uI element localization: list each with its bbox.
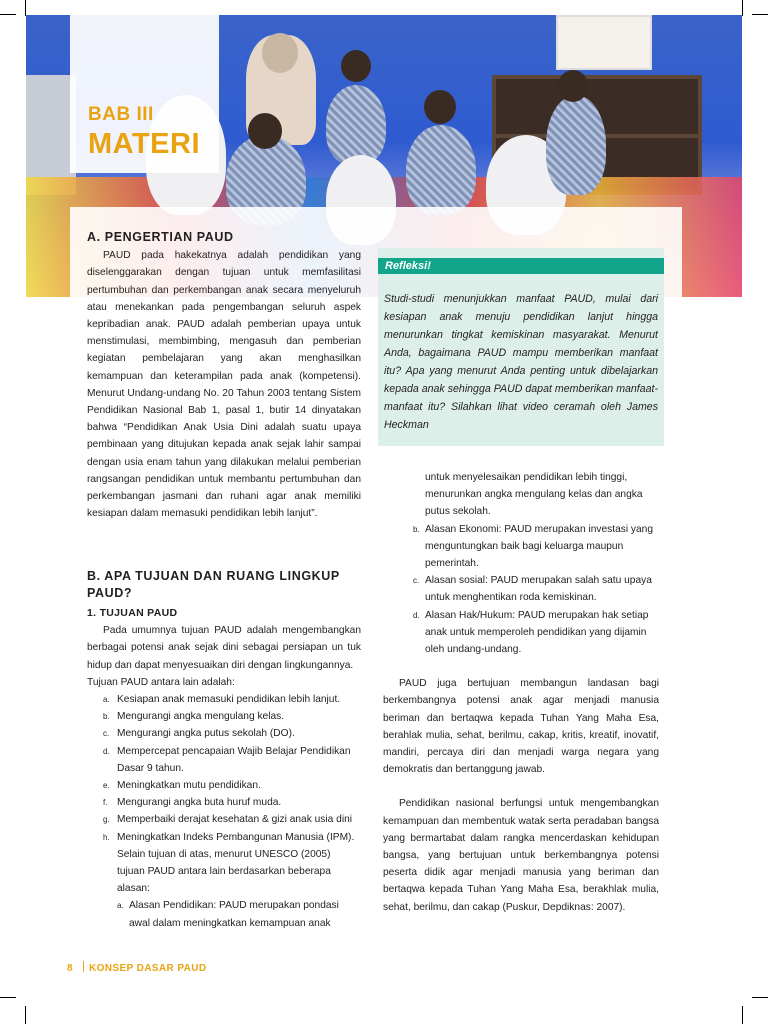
crop-mark	[752, 997, 768, 998]
list-item: b. Alasan Ekonomi: PAUD merupakan investasi yang menguntungkan baik bagi keluarga maupun pemerintah.	[413, 523, 654, 570]
reasons-list	[383, 521, 659, 659]
crop-mark	[0, 14, 16, 15]
section-b	[87, 568, 361, 932]
page-footer	[67, 961, 207, 974]
chapter-title: MATERI	[88, 128, 201, 160]
section-a	[87, 229, 361, 522]
list-item: d. Alasan Hak/Hukum: PAUD merupakan hak setiap anak untuk memperoleh pendidikan yang dijamin oleh undang-undang.	[413, 609, 649, 656]
chapter-label: BAB III	[88, 104, 154, 125]
list-item: c. Alasan sosial: PAUD merupakan salah satu upaya untuk menghentikan roda kemiskinan.	[413, 575, 652, 604]
goals-intro: Pada umumnya tujuan PAUD adalah mengembangkan berbagai potensi anak sejak dini sebagai persiapan un tuk hidup dan dapat menyesuaikan diri dengan lingkungannya.	[87, 625, 361, 671]
goals-list	[87, 691, 361, 846]
list-item: c. Mengurangi angka putus sekolah (DO).	[103, 728, 295, 740]
list-item: a. Kesiapan anak memasuki pendidikan lebih lanjut.	[103, 694, 341, 706]
nasional-paragraph: Pendidikan nasional berfungsi untuk mengembangkan kemampuan dan membentuk watak serta peradaban bangsa yang bermartabat dalam rangka mencerdaskan kehidupan bangsa, yang bertujuan untuk berkembangnya potensi peserta didik agar menjadi manusia yang beriman dan bertaqwa kepada Tuhan Yang Maha Esa, berakhlak mulia, sehat, berilmu, dan cakap (Puskur, Depdiknas: 2007).	[383, 798, 659, 913]
section-a-heading: A. PENGERTIAN PAUD	[87, 230, 234, 244]
section-b-heading: B. APA TUJUAN DAN RUANG LINGKUP PAUD?	[87, 569, 340, 600]
right-column	[383, 469, 659, 916]
list-item: b. Mengurangi angka mengulang kelas.	[103, 711, 285, 723]
list-item: d. Mempercepat pencapaian Wajib Belajar Pendidikan Dasar 9 tahun.	[103, 745, 351, 774]
reflection-label: Refleksi!	[385, 260, 431, 272]
goals-list-intro: Tujuan PAUD antara lain adalah:	[87, 676, 235, 688]
section-a-paragraph: PAUD pada hakekatnya adalah pendidikan yang diselenggarakan dengan tujuan untuk memfasilitasi pertumbuhan dan perkembangan anak secara menyeluruh atau menekankan pada pengembangan seluruh aspek kepribadian anak. PAUD adalah pemberian upaya untuk menstimulasi, membimbing, mengasuh dan pemberian kegiatan pembelajaran yang akan menghasilkan kemampuan dan keterampilan pada anak (kompetensi). Menurut Undang-undang No. 20 Tahun 2003 tentang Sistem Pendidikan Nasional Bab 1, pasal 1, butir 14 dinyatakan bahwa “Pendidikan Anak Usia Dini adalah suatu upaya pembinaan yang ditujukan kepada anak sejak lahir sampai dengan usia enam tahun yang dilakukan melalui pemberian rangsangan pendidikan untuk membantu pertumbuhan dan perkembangan jasmani dan ruhani agar anak memiliki kesiapan dalam memasuki pendidikan lebih lanjut”.	[87, 250, 361, 520]
reflection-text: Studi-studi menunjukkan manfaat PAUD, mulai dari kesiapan anak menuju pendidikan lanjut hingga menurunkan tingkat kemiskinan masyarakat. Menurut Anda, bagaimana PAUD mampu memberikan manfaat itu? Apa yang menurut Anda penting untuk dibelajarkan kepada anak sehingga PAUD dapat memberikan manfaat-manfaat itu? Silahkan lihat video ceramah oleh James Heckman	[384, 293, 658, 431]
crop-mark	[742, 0, 743, 16]
landasan-paragraph: PAUD juga bertujuan membangun landasan bagi berkembangnya potensi anak agar menjadi manusia beriman dan bertaqwa kepada Tuhan Yang Maha Esa, berahlak mulia, sehat, berilmu, cakap, kritis, kreatif, inovatif, mandiri, percaya diri dan menjadi warga negara yang demokratis dan bertanggung jawab.	[383, 678, 659, 776]
footer-divider	[83, 961, 84, 972]
book-title: KONSEP DASAR PAUD	[88, 963, 207, 974]
subsection-heading: 1. TUJUAN PAUD	[87, 607, 178, 619]
crop-mark	[752, 14, 768, 15]
list-item: h. Meningkatkan Indeks Pembangunan Manusia (IPM).	[103, 831, 355, 843]
list-item: f. Mengurangi angka buta huruf muda.	[103, 797, 282, 809]
reasons-list-start	[87, 897, 361, 931]
crop-mark	[0, 997, 16, 998]
crop-mark	[25, 1006, 26, 1024]
reflection-header	[378, 258, 664, 274]
list-item: a. Alasan Pendidikan: PAUD merupakan pondasi awal dalam meningkatkan kemampuan anak	[117, 900, 339, 929]
reason-a-continued: untuk menyelesaikan pendidikan lebih tinggi, menurunkan angka mengulang kelas dan angka putus sekolah.	[425, 472, 643, 518]
crop-mark	[742, 1006, 743, 1024]
list-item: g. Memperbaiki derajat kesehatan & gizi anak usia dini	[103, 814, 353, 826]
crop-mark	[25, 0, 26, 16]
list-item: e. Meningkatkan mutu pendidikan.	[103, 780, 261, 792]
page-number: 8	[67, 963, 73, 974]
reflection-box	[378, 248, 664, 446]
unesco-intro: Selain tujuan di atas, menurut UNESCO (2005) tujuan PAUD antara lain berdasarkan beberapa alasan:	[117, 848, 331, 895]
